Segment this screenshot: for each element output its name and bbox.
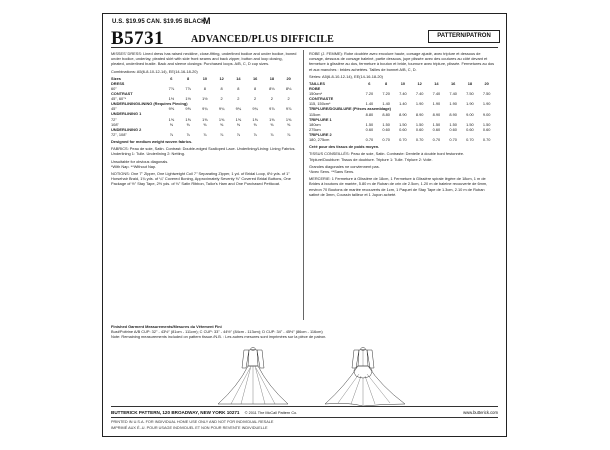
table-cell: 7.40 xyxy=(449,91,457,97)
table-header-cell: 20 xyxy=(484,81,489,87)
table-header-cell: 20 xyxy=(286,75,291,81)
table-header-cell: 12 xyxy=(219,75,224,81)
english-designed-for: Designed for medium weight woven fabrics. xyxy=(111,138,193,144)
table-cell: 8.90 xyxy=(432,111,441,117)
table-cell: 1⅝ xyxy=(252,116,258,122)
table-header-cell: 16 xyxy=(450,81,456,87)
table-row-label: 108" xyxy=(111,121,119,127)
table-cell: 0.70 xyxy=(449,137,457,143)
table-row-label: 45", 60"* xyxy=(111,96,127,102)
copyright: © 2011 The McCall Pattern Co. xyxy=(244,411,298,415)
difficulty-level: ADVANCED/PLUS DIFFICILE xyxy=(191,34,335,45)
table-cell: ⅞ xyxy=(203,131,207,137)
table-cell: 1½ xyxy=(202,96,208,102)
table-cell: 1.50 xyxy=(432,121,441,127)
table-cell: 1.90 xyxy=(449,101,457,107)
table-cell: 9.00 xyxy=(466,111,474,117)
table-header-cell: 10 xyxy=(400,81,406,87)
table-cell: 8.90 xyxy=(399,111,407,117)
table-row xyxy=(111,132,297,137)
table-section-label: UNDERLINING 1 xyxy=(111,111,142,117)
table-cell: ⅝ xyxy=(220,121,224,127)
table-cell: 1.50 xyxy=(365,121,374,127)
table-cell: 9⅞ xyxy=(269,106,275,112)
table-row-label: 60" xyxy=(111,86,117,91)
table-cell: ⅞ xyxy=(169,131,173,137)
table-cell: 8 xyxy=(237,86,240,91)
table-header-cell: 18 xyxy=(467,81,473,87)
table-cell: 0.70 xyxy=(399,137,407,143)
table-cell: 1½ xyxy=(168,96,175,102)
table-cell: 7.20 xyxy=(365,91,374,97)
table-cell: 0.60 xyxy=(432,126,441,132)
table-cell: 1⅝ xyxy=(235,116,242,122)
table-cell: 7.50 xyxy=(482,91,491,97)
table-cell: ⅝ xyxy=(203,121,207,127)
table-cell: 9¾ xyxy=(252,106,258,112)
pattern-envelope-back xyxy=(102,13,507,437)
table-cell: 0.60 xyxy=(466,126,474,132)
table-cell: 1.40 xyxy=(399,101,407,107)
table-row-label: 72" xyxy=(111,116,117,122)
company-address: BUTTERICK PATTERN, 120 BROADWAY, NEW YORK 10271 xyxy=(111,410,240,415)
table-cell: 1½ xyxy=(185,96,191,102)
table-section-label: TRIPLURE 1 xyxy=(309,116,332,122)
table-section-label: CONTRAST xyxy=(111,91,133,97)
table-cell: 8⅛ xyxy=(285,86,292,91)
table-cell: 7⅞ xyxy=(185,86,191,91)
finished-bust-line: Bust/Poitrine A/B CUP: 32" - 43½" (81cm - 111cm); C CUP: 33" - 44½" (84cm - 113cm); D CUP: 34" - 45½" (86cm - 116cm) xyxy=(111,329,323,335)
table-cell: 1.50 xyxy=(482,121,491,127)
table-cell: 0.70 xyxy=(466,137,474,143)
table-cell: 0.70 xyxy=(432,137,441,143)
table-row-label: 180cm xyxy=(309,121,321,127)
table-cell: 1⅝ xyxy=(285,116,292,122)
table-cell: 0.60 xyxy=(399,126,407,132)
table-header-cell: 14 xyxy=(236,75,241,81)
table-cell: 7.40 xyxy=(399,91,407,97)
table-section-label: ROBE xyxy=(309,86,321,92)
table-cell: 0.70 xyxy=(415,137,424,143)
table-cell: ⅝ xyxy=(253,121,257,127)
english-fabrics: FABRICS: Peau de soie, Satin. Contrast: Double-edged Scalloped Lace. Underlining/Lining: Lining Fabrics. Underlining 1: Tulle. Underlining 2: Netting. xyxy=(111,146,296,157)
table-cell: 1.50 xyxy=(415,121,424,127)
table-cell: 1.50 xyxy=(399,121,407,127)
french-notions: MERCERIE: 1 Fermeture à Glissière de 18cm, 1 Fermeture à Glissière spirale légère de 18cm, 1 m de Brides à boutons de mariée, 5.80 m de Ruban de crin de 2.5cm, 1.20 m de baleine recouverte de 6mm, environ 70 Boutons de mariée recouverts de 1cm, 1 Paquet de Stay Tape de 1.3cm, 2.10 m de Ruban satiné de 3mm, Coussin tailleur et 1 Jupon acheté. xyxy=(309,176,488,197)
finished-measurements xyxy=(111,324,501,340)
english-description: MISSES' DRESS: Lined dress has raised neckline, close-fitting, underlined bodice and under bodice, boned under bodice, underlay, pleated skirt with side front seams and back zipper, button and loop closing, pleated, underlined bustle. Back and sleeve closings: Purchased loops. A/B, C, D cup sizes. xyxy=(111,51,297,67)
printed-in-usa: PRINTED IN U.S.A. FOR INDIVIDUAL HOME USE ONLY AND NOT FOR INDIVIDUAL RESALE xyxy=(111,420,274,424)
table-cell: 1.90 xyxy=(466,101,474,107)
english-combinations: Combinations: A5(6-8-10-12-14), EE(14-16-18-20) xyxy=(111,68,198,74)
table-cell: 8.90 xyxy=(449,111,457,117)
footer-company xyxy=(111,410,501,415)
french-fabrics: TISSUS CONSEILLÉS: Peau de soie, Satin. Contraste: Dentelle à double bord festonnée. Triplure/Doublure: Tissus de doublure. Triplure 1: Tulle. Triplure 2: Voile. xyxy=(309,151,465,162)
table-cell: 9¾ xyxy=(218,106,225,112)
price-line: U.S. $19.95 CAN. $19.95 BLACK xyxy=(112,19,206,25)
table-cell: 1⅝ xyxy=(218,116,225,122)
table-row-label: 180, 275cm xyxy=(309,137,330,143)
table-header-cell: 16 xyxy=(252,75,258,81)
table-cell: 8 xyxy=(220,86,223,91)
website: www.butterick.com xyxy=(463,410,498,415)
table-cell: ⅝ xyxy=(169,121,173,127)
french-unsuitable: Grandes diagonales ne conviennent pas. xyxy=(309,163,380,169)
english-notions: NOTIONS: One 7" Zipper, One Lightweight Coil 7" Separating Zipper, 1 yd. of Bridal Loop, 6½ yds. of 1" Horsehair Braid, 1¾ yds. of ¼" Covered Boning, Approximately Seventy ⅜" Covered Bridal Buttons, One Package of ½" Stay Tape, 2½ yds. of ⅛" Satin Ribbon, Tailor's Ham and One Purchased Petticoat. xyxy=(111,170,291,187)
table-header-cell: 8 xyxy=(385,81,388,87)
table-cell: 0.60 xyxy=(482,126,491,132)
table-cell: 8 xyxy=(254,86,257,91)
dress-back-view xyxy=(325,348,405,406)
table-cell: 7.40 xyxy=(415,91,424,97)
table-cell: 9¾ xyxy=(235,106,242,112)
table-cell: 1⅝ xyxy=(269,116,275,122)
table-cell: 1⅝ xyxy=(185,116,191,122)
table-section-label: CONTRASTE xyxy=(309,96,334,102)
table-header-cell: 14 xyxy=(434,81,439,87)
french-combinations: Séries: A5(6-8-10-12-14), EE(14-16-18-20) xyxy=(309,73,383,79)
table-cell: 1.90 xyxy=(482,101,491,107)
table-row-label: 150cm* xyxy=(309,91,323,97)
table-header-cell: 18 xyxy=(269,75,275,81)
pattern-number: B5731 xyxy=(111,28,165,49)
french-designed-for: Créé pour des tissus de poids moyen. xyxy=(309,144,380,150)
table-cell: 8.90 xyxy=(415,111,424,117)
french-yardage-table xyxy=(309,81,495,142)
table-header-cell: TAILLES xyxy=(309,81,325,87)
english-yardage-table xyxy=(111,76,297,137)
table-cell: 9⅞ xyxy=(285,106,292,112)
table-section-label: TRIPLURE/DOUBLURE (Pièces assemblage) xyxy=(309,106,391,112)
table-header-cell: 6 xyxy=(170,75,173,81)
table-row-label: 115, 150cm* xyxy=(309,101,331,107)
table-cell: 0.70 xyxy=(365,137,374,143)
table-cell: 1.50 xyxy=(449,121,457,127)
table-cell: ⅞ xyxy=(270,131,274,137)
table-cell: 2 xyxy=(287,96,290,102)
table-cell: ⅞ xyxy=(186,131,190,137)
table-section-label: TRIPLURE 2 xyxy=(309,131,332,137)
table-header-cell: 6 xyxy=(368,81,371,87)
table-cell: 2 xyxy=(237,96,240,102)
table-cell: 8.80 xyxy=(382,111,390,117)
footer-divider xyxy=(111,406,498,407)
table-row-label: 275cm xyxy=(309,126,321,132)
table-cell: 7.20 xyxy=(382,91,390,97)
table-cell: 8.80 xyxy=(365,111,374,117)
table-cell: 2 xyxy=(220,96,223,102)
table-cell: ⅝ xyxy=(270,121,274,127)
table-cell: 0.60 xyxy=(382,126,390,132)
table-cell: ⅞ xyxy=(287,131,291,137)
size-label: M xyxy=(203,16,211,26)
french-description: ROBE (J. FEMME): Robe doublée avec encolure haute, corsage ajusté, avec triplure et dessous de corsage, dessous de corsage baleiné, partie dessous, jupe plissée avec des coutures au côté devant et fermeture à glissière au dos, fermeture à bouton et bride, tournure avec triplure, plissée. Fermetures au dos et aux manches : brides achetées. Tailles de bonnet A/B, C, D. xyxy=(309,51,495,72)
table-cell: 1.50 xyxy=(382,121,390,127)
table-header-cell: Sizes xyxy=(111,75,121,81)
table-cell: 2 xyxy=(254,96,257,102)
english-nap: *With Nap. **Without Nap. xyxy=(111,163,157,169)
table-cell: 1.50 xyxy=(466,121,474,127)
table-section-label: UNDERLINING 2 xyxy=(111,126,142,132)
table-header-cell: 12 xyxy=(417,81,422,87)
french-column xyxy=(309,51,495,199)
table-cell: 1⅝ xyxy=(202,116,208,122)
table-cell: 0.70 xyxy=(482,137,491,143)
table-cell: 0.60 xyxy=(449,126,457,132)
dress-front-view xyxy=(218,348,288,404)
table-header-cell: 10 xyxy=(202,75,208,81)
finished-note: Note: Remaining measurements included on pattern tissue./N.B. : Les autres mesures sont imprimées sur la pièce de patron. xyxy=(111,334,327,340)
table-cell: ⅞ xyxy=(236,131,240,137)
table-cell: 7⅞ xyxy=(168,86,175,91)
table-cell: ⅞ xyxy=(220,131,224,137)
table-cell: 9⅝ xyxy=(168,106,175,112)
table-header-cell: 8 xyxy=(187,75,190,81)
table-cell: 7.40 xyxy=(432,91,441,97)
table-row xyxy=(309,137,495,142)
table-cell: ⅞ xyxy=(253,131,257,137)
table-cell: 9¾ xyxy=(202,106,208,112)
garment-drawings xyxy=(113,346,498,406)
imprime-aux-eu: IMPRIMÉ AUX É.-U. POUR USAGE INDIVIDUEL ET NON POUR REVENTE INDIVIDUELLE xyxy=(111,426,268,430)
table-section-label: UNDERLINING/LINING (Requires Piecing) xyxy=(111,101,188,107)
table-cell: 8⅛ xyxy=(269,86,275,91)
table-cell: 9⅝ xyxy=(185,106,191,112)
table-row-label: 115cm xyxy=(309,111,321,117)
table-cell: 0.70 xyxy=(382,137,390,143)
table-cell: 0.60 xyxy=(415,126,424,132)
english-unsuitable: Unsuitable for obvious diagonals. xyxy=(111,158,169,164)
table-row-label: 45" xyxy=(111,106,117,112)
table-cell: ⅝ xyxy=(287,121,291,127)
table-cell: 7.50 xyxy=(466,91,474,97)
table-cell: 1.40 xyxy=(365,101,374,107)
finished-title: Finished Garment Measurements/Mesures du Vêtement Fini xyxy=(111,324,222,329)
table-cell: ⅝ xyxy=(236,121,240,127)
table-cell: 8 xyxy=(203,86,206,91)
table-cell: 1.40 xyxy=(382,101,390,107)
column-divider xyxy=(303,50,304,320)
table-cell: 1.90 xyxy=(432,101,441,107)
table-cell: ⅝ xyxy=(186,121,190,127)
table-cell: 2 xyxy=(270,96,273,102)
table-cell: 0.60 xyxy=(365,126,374,132)
table-row-label: 72", 108" xyxy=(111,131,127,137)
pattern-label-box: PATTERN/PATRON xyxy=(428,30,500,43)
table-cell: 9.00 xyxy=(482,111,491,117)
footer-divider-2 xyxy=(111,417,498,418)
english-column xyxy=(111,51,297,189)
table-section-label: DRESS xyxy=(111,80,125,86)
header-divider xyxy=(111,47,498,48)
table-cell: 1.90 xyxy=(415,101,424,107)
french-nap: *Avec Sens. **Sans Sens. xyxy=(309,168,355,174)
table-cell: 1⅝ xyxy=(168,116,175,122)
